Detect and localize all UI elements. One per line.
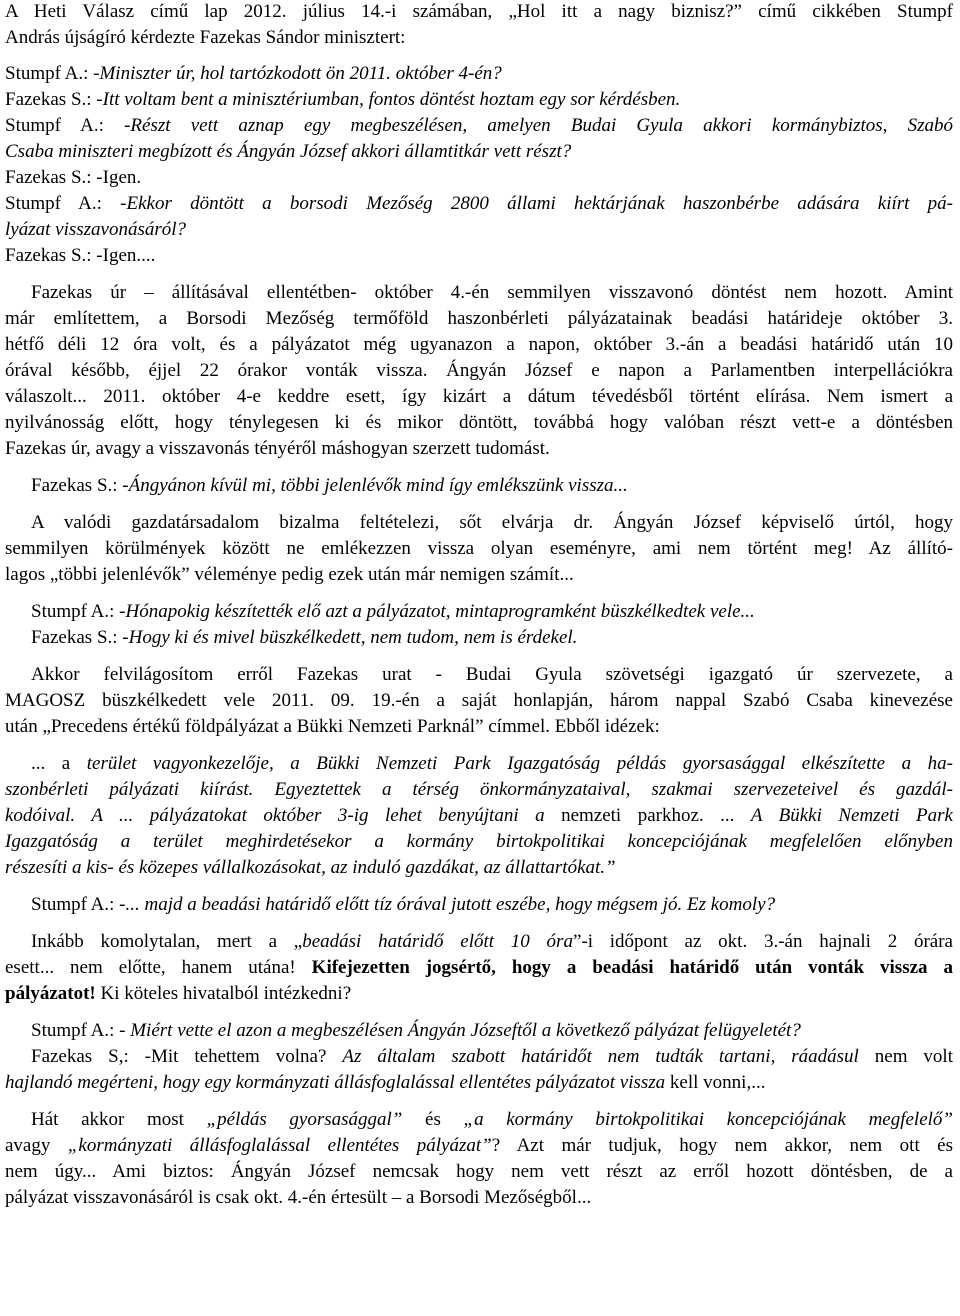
text-segment: hajlandó megérteni, hogy egy kormányzati állásfoglalással ellentétes pályázatot vissza	[5, 1072, 666, 1093]
text-segment: Hát akkor most	[31, 1109, 207, 1130]
text-segment: kell vonni,...	[665, 1072, 766, 1093]
text-segment: Kifejezetten jogsértő, hogy a beadási határidő után vonták vissza a	[311, 957, 953, 978]
line-12	[5, 307, 953, 331]
text-segment: terület vagyonkezelője, a Bükki Nemzeti Park Igazgatóság példás gyorsasággal elkészítette a ha-	[86, 753, 953, 774]
text-segment: -Hónapokig készítették elő azt a pályázatot, mintaprogramként büszkélkedtek vele...	[119, 601, 755, 622]
text-segment: lyázat visszavonásáról?	[5, 219, 187, 240]
text-segment: Fazekas S.:	[5, 89, 97, 110]
text-segment: Fazekas S.: -Igen.	[5, 167, 142, 188]
line-15	[5, 385, 953, 409]
line-20	[5, 537, 953, 561]
line-13	[5, 333, 953, 357]
line-14	[5, 359, 953, 383]
text-segment: -Ekkor döntött a borsodi Mezőség 2800 állami hektárjának haszonbérbe adására kiírt pá-	[120, 193, 953, 214]
line-40	[5, 1134, 953, 1158]
line-36	[31, 1019, 953, 1043]
text-segment: ... majd a beadási határidő előtt tíz órával jutott eszébe, hogy mégsem jó. Ez komoly?	[125, 894, 776, 915]
line-10	[5, 244, 953, 268]
text-segment: Stumpf A.: -	[31, 1020, 131, 1041]
text-segment: ”-i időpont az okt. 3.-án hajnali 2 órára	[572, 931, 953, 952]
text-segment: hétfő déli 12 óra volt, és a pályázatot még ugyanazon a napon, október 3.-án a beadási határidő után 10	[5, 334, 953, 355]
line-01	[5, 0, 953, 24]
line-05	[5, 114, 953, 138]
text-segment: MAGOSZ büszkélkedett vele 2011. 09. 19.-én a saját honlapján, három nappal Szabó Csaba kinevezése	[5, 690, 953, 711]
line-28	[5, 778, 953, 802]
text-segment: semmilyen körülmények között ne emlékezzen vissza olyan eseményre, ami nem történt meg! Az állító-	[5, 538, 953, 559]
text-segment: pályázat visszavonásáról is csak okt. 4.-én értesült – a Borsodi Mezőségből...	[5, 1187, 592, 1208]
text-segment: A Heti Válasz című lap 2012. július 14.-i számában, „Hol itt a nagy biznisz?” című cikkében Stumpf	[5, 1, 953, 22]
text-segment: Stumpf A.:	[5, 63, 94, 84]
text-segment: -Miniszter úr, hol tartózkodott ön 2011. október 4-én?	[93, 63, 502, 84]
text-segment: Ki köteles hivatalból intézkedni?	[95, 983, 352, 1004]
line-30	[5, 830, 953, 854]
line-03	[5, 62, 953, 86]
line-04	[5, 88, 953, 112]
line-21	[5, 563, 953, 587]
line-27	[31, 752, 953, 776]
line-29	[5, 804, 953, 828]
text-segment: -Hogy ki és mivel büszkélkedett, nem tudom, nem is érdekel.	[122, 627, 578, 648]
text-segment: Miért vette el azon a megbeszélésen Ángyán Józseftől a következő pályázat felügyeletét?	[130, 1020, 801, 1041]
line-33	[31, 930, 953, 954]
text-segment: -Részt vett aznap egy megbeszélésen, amelyen Budai Gyula akkori kormánybiztos, Szabó	[124, 115, 954, 136]
text-segment: nyilvánosság előtt, hogy ténylegesen ki és mikor döntött, továbbá hogy valóban részt vett-e a döntésben	[5, 412, 953, 433]
line-09	[5, 218, 953, 242]
text-segment: már említettem, a Borsodi Mezőség termőföld haszonbérleti pályázatainak beadási határideje október 3.	[5, 308, 953, 329]
text-segment: ... a	[31, 753, 87, 774]
text-segment: -Itt voltam bent a minisztériumban, fontos döntést hoztam egy sor kérdésben.	[96, 89, 681, 110]
text-segment: Az általam szabott határidőt nem tudták tartani, ráadásul	[342, 1046, 859, 1067]
text-segment: és	[402, 1109, 464, 1130]
text-segment: szonbérleti pályázati kiírást. Egyeztettek a térség önkormányzataival, szakmai szervezeteivel és gazdál-	[5, 779, 953, 800]
text-segment: Fazekas S.:	[31, 475, 123, 496]
text-segment: részesíti a kis- és közepes vállalkozásokat, az induló gazdákat, az állattartókat.”	[5, 857, 616, 878]
text-segment: Igazgatóság a terület meghirdetésekor a kormány birtokpolitikai koncepciójának megfelelően előnyben	[5, 831, 953, 852]
text-segment: avagy	[5, 1135, 68, 1156]
text-segment: esett... nem előtte, hanem utána!	[5, 957, 312, 978]
line-31	[5, 856, 953, 880]
line-24	[31, 663, 953, 687]
line-19	[31, 511, 953, 535]
line-18	[31, 474, 953, 498]
line-35	[5, 982, 953, 1006]
text-segment: Stumpf A.:	[5, 193, 121, 214]
text-segment: után „Precedens értékű földpályázat a Bükki Nemzeti Parknál” címmel. Ebből idézek:	[5, 716, 660, 737]
line-39	[31, 1108, 953, 1132]
text-segment: nemzeti parkhoz. ...	[561, 805, 751, 826]
line-02	[5, 26, 953, 50]
text-segment: András újságíró kérdezte Fazekas Sándor minisztert:	[5, 27, 406, 48]
text-segment: A Bükki Nemzeti Park	[750, 805, 953, 826]
text-segment: Akkor felvilágosítom erről Fazekas urat - Budai Gyula szövetségi igazgató úr szervezete, a	[31, 664, 953, 685]
text-segment: Stumpf A.:	[31, 601, 120, 622]
text-segment: Stumpf A.:	[5, 115, 125, 136]
text-segment: válaszolt... 2011. október 4-e keddre esett, így kizárt a dátum tévedésből történt elírása. Nem ismert a	[5, 386, 953, 407]
line-38	[5, 1071, 953, 1095]
line-06	[5, 140, 953, 164]
line-07	[5, 166, 953, 190]
text-segment: Inkább komolytalan, mert a „	[31, 931, 303, 952]
line-23	[31, 626, 953, 650]
text-segment: pályázatot!	[5, 983, 96, 1004]
line-26	[5, 715, 953, 739]
line-25	[5, 689, 953, 713]
text-segment: Fazekas úr – állításával ellentétben- október 4.-én semmilyen visszavonó döntést nem hozott. Amint	[31, 282, 953, 303]
text-segment: A valódi gazdatársadalom bizalma feltételezi, sőt elvárja dr. Ángyán József képviselő úrtól, hogy	[31, 512, 953, 533]
text-segment: Fazekas S,: -Mit tehettem volna?	[31, 1046, 343, 1067]
text-segment: „példás gyorsasággal”	[206, 1109, 403, 1130]
line-22	[31, 600, 953, 624]
text-segment: Fazekas úr, avagy a visszavonás tényéről máshogyan szerzett tudomást.	[5, 438, 550, 459]
line-42	[5, 1186, 953, 1210]
line-08	[5, 192, 953, 216]
text-segment: -Ángyánon kívül mi, többi jelenlévők mind így emlékszünk vissza...	[122, 475, 628, 496]
text-segment: „kormányzati állásfoglalással ellentétes pályázat”	[67, 1135, 492, 1156]
text-segment: Fazekas S.: -Igen....	[5, 245, 156, 266]
text-segment: „a kormány birtokpolitikai koncepciójának megfelelő”	[463, 1109, 953, 1130]
text-segment: Stumpf A.: -	[31, 894, 126, 915]
line-32	[31, 893, 953, 917]
line-37	[31, 1045, 953, 1069]
text-segment: kodóival. A ... pályázatokat október 3-ig lehet benyújtani a	[5, 805, 562, 826]
line-41	[5, 1160, 953, 1184]
text-segment: lagos „többi jelenlévők” véleménye pedig ezek után már nemigen számít...	[5, 564, 574, 585]
line-17	[5, 437, 953, 461]
text-segment: Fazekas S.:	[31, 627, 123, 648]
text-segment: nem úgy... Ami biztos: Ángyán József nemcsak hogy nem vett részt az erről hozott döntésben, de a	[5, 1161, 953, 1182]
text-segment: órával később, éjjel 22 órakor vonták vissza. Ángyán József e napon a Parlamentben interpellációkra	[5, 360, 953, 381]
text-segment: ? Azt már tudjuk, hogy nem akkor, nem ott és	[491, 1135, 953, 1156]
text-segment: Csaba miniszteri megbízott és Ángyán József akkori államtitkár vett részt?	[5, 141, 572, 162]
line-11	[31, 281, 953, 305]
line-16	[5, 411, 953, 435]
line-34	[5, 956, 953, 980]
text-segment: beadási határidő előtt 10 óra	[302, 931, 573, 952]
text-segment: nem volt	[858, 1046, 953, 1067]
